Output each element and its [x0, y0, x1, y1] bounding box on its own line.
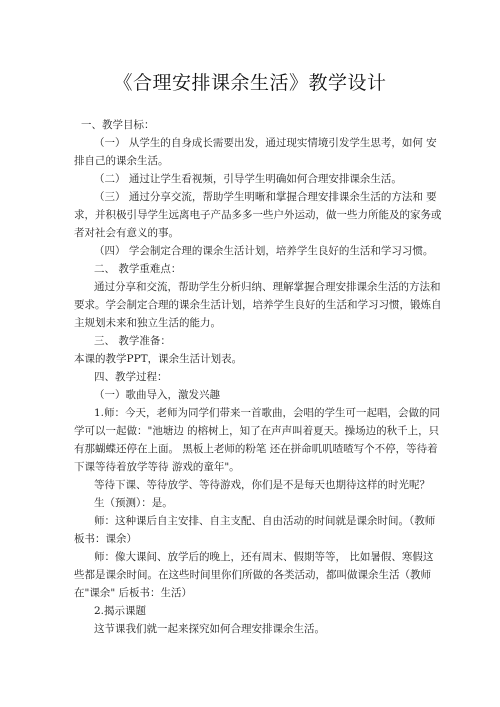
body-line: 生（预测）：是。	[94, 497, 173, 509]
body-line: 师：这种课后自主安排、自主支配、自由活动的时间就是课余时间。（教师	[94, 515, 436, 527]
body-line: 主规划未来和独立生活的能力。	[74, 317, 221, 329]
body-line: 求，并积极引导学生远离电子产品多多一些户外运动，做一些力所能及的家务或	[74, 209, 442, 221]
body-line: 三、 教学准备：	[94, 335, 171, 347]
body-line: 要求。学会制定合理的课余生活计划，培养学生良好的生活和学习习惯，锻炼自	[74, 299, 442, 311]
body-line: （二） 通过让学生看视频，引导学生明确如何合理安排课余生活。	[94, 173, 402, 185]
document-title: 《合理安排课余生活》教学设计	[113, 72, 387, 94]
body-line: 板书：课余）	[74, 533, 137, 545]
body-line: 在"课余" 后板书：生活）	[74, 587, 192, 599]
body-line: 者对社会有意义的事。	[74, 227, 179, 239]
body-line: 学可以一起做："池塘边 的榕树上，知了在声声叫着夏天。操场边的秋千上，只	[74, 425, 440, 437]
body-line: （一）歌曲导入，激发兴趣	[94, 389, 220, 401]
body-line: 一、教学目标：	[81, 119, 155, 131]
body-line: 通过分享和交流，帮助学生分析归纳、理解掌握合理安排课余生活的方法和	[94, 281, 441, 293]
body-line: 排自己的课余生活。	[74, 155, 169, 167]
body-line: 这节课我们就一起来探究如何合理安排课余生活。	[94, 623, 325, 635]
body-line: 二、 教学重难点：	[94, 263, 182, 275]
body-line: 本课的教学PPT，课余生活计划表。	[74, 353, 243, 365]
body-line: 些都是课余时间。在这些时间里你们所做的各类活动，都叫做课余生活（教师	[74, 569, 431, 581]
body-line: 等待下课、等待放学、等待游戏，你们是不是每天也期待这样的时光呢？	[94, 479, 430, 491]
body-line: 师：像大课间、放学后的晚上，还有周末、假期等等， 比如暑假、寒假这	[94, 551, 434, 563]
body-line: （三） 通过分享交流，帮助学生明晰和掌握合理安排课余生活的方法和 要	[94, 191, 437, 203]
body-line: 1.师：今天，老师为同学们带来一首歌曲，会唱的学生可一起唱，会做的同	[94, 407, 441, 419]
body-line: （一） 从学生的自身成长需要出发，通过现实情境引发学生思考，如何 安	[94, 137, 437, 149]
body-line: 2.揭示课题	[94, 605, 147, 617]
body-line: 四、教学过程：	[94, 371, 168, 383]
body-line: 下课等待着放学等待 游戏的童年"。	[74, 461, 240, 473]
body-line: 有那蝴蝶还停在上面。 黑板上老师的粉笔 还在拼命叽叽喳喳写个不停，等待着	[74, 443, 438, 455]
body-line: （四） 学会制定合理的课余生活计划，培养学生良好的生活和学习习惯。	[94, 245, 434, 257]
